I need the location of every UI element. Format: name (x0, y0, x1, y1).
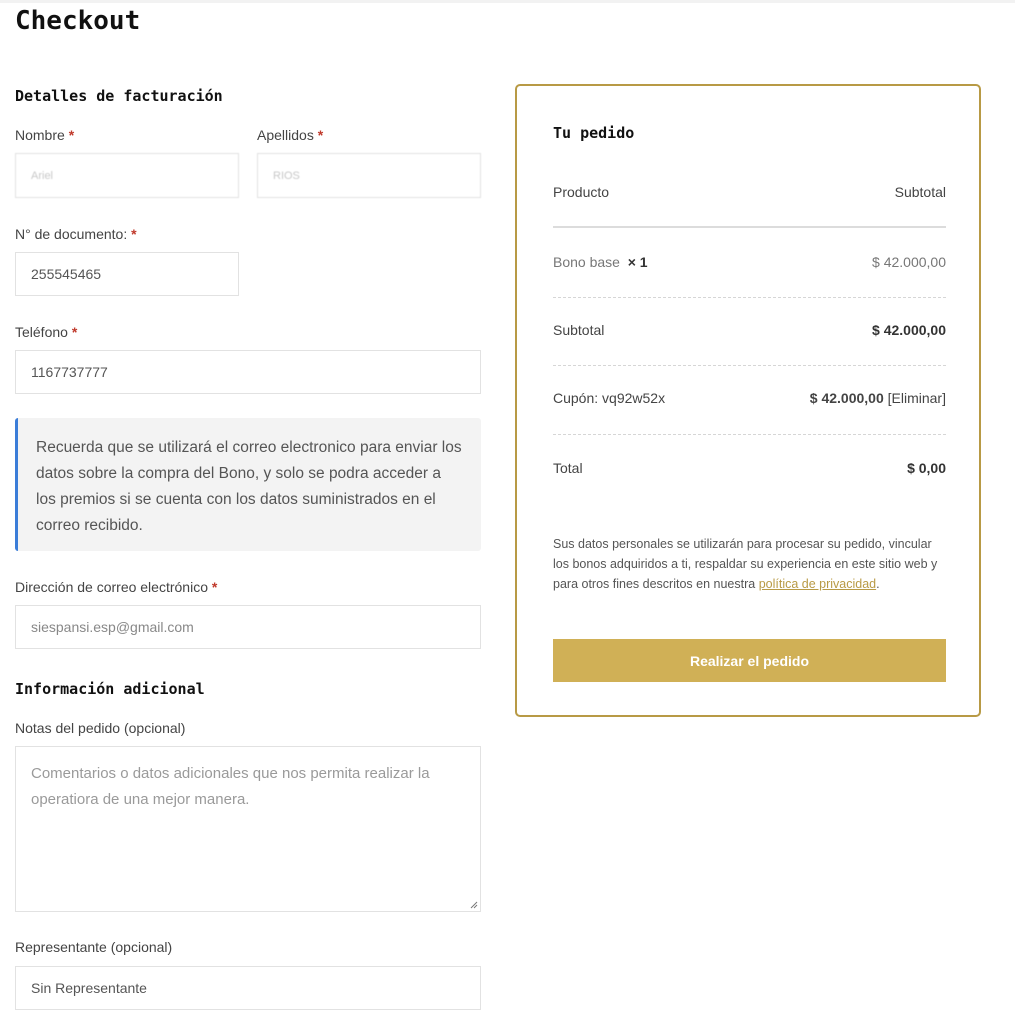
page-title: Checkout (15, 6, 141, 36)
order-summary (515, 84, 981, 717)
top-shade (0, 0, 1015, 3)
order-item-row (553, 254, 946, 270)
coupon-label: Cupón: vq92w52x (553, 390, 666, 406)
remove-coupon-link[interactable]: [Eliminar] (887, 390, 946, 406)
order-title: Tu pedido (553, 124, 635, 142)
subtotal-label: Subtotal (553, 322, 605, 338)
item-name: Bono base × 1 (553, 254, 648, 270)
required-mark: * (68, 127, 75, 143)
billing-section-title: Detalles de facturación (15, 87, 223, 105)
coupon-divider (553, 434, 946, 435)
subtotal-divider (553, 365, 946, 366)
required-mark: * (131, 226, 137, 242)
document-input[interactable]: 255545465 (15, 252, 239, 296)
first-name-label: Nombre * (15, 127, 75, 143)
privacy-policy-link[interactable]: política de privacidad (758, 577, 877, 591)
phone-input[interactable]: 1167737777 (15, 350, 481, 394)
coupon-row (553, 390, 946, 406)
item-divider (553, 297, 946, 298)
subtotal-value: $ 42.000,00 (872, 322, 946, 338)
col-product: Producto (553, 184, 610, 200)
last-name-input[interactable]: RIOS (257, 153, 481, 198)
total-value: $ 0,00 (907, 460, 946, 476)
last-name-label: Apellidos * (257, 127, 324, 143)
email-notice: Recuerda que se utilizará el correo electronico para enviar los datos sobre la compra del Bono, y solo se podra acceder a los premios si se cuenta con los datos suministrados en el correo recibido. (15, 418, 481, 551)
email-label: Dirección de correo electrónico * (15, 579, 218, 595)
subtotal-row (553, 322, 946, 338)
col-subtotal: Subtotal (894, 184, 946, 200)
required-mark: * (211, 579, 218, 595)
item-qty: × 1 (627, 254, 648, 270)
first-name-input[interactable]: Ariel (15, 153, 239, 198)
email-input[interactable]: siespansi.esp@gmail.com (15, 605, 481, 649)
header-divider (553, 226, 946, 228)
place-order-button[interactable]: Realizar el pedido (553, 639, 946, 682)
coupon-value: $ 42.000,00 (809, 390, 884, 406)
resize-handle-icon[interactable] (470, 901, 478, 909)
coupon-amount (810, 390, 946, 406)
phone-label: Teléfono * (15, 324, 78, 340)
order-header-row (553, 184, 946, 200)
representative-label: Representante (opcional) (15, 939, 173, 955)
required-mark: * (71, 324, 78, 340)
representative-select[interactable]: Sin Representante (15, 966, 481, 1010)
order-notes-textarea[interactable]: Comentarios o datos adicionales que nos permita realizar la operatiora de una mejor manera. (15, 746, 481, 912)
document-label: N° de documento: * (15, 226, 137, 242)
additional-section-title: Información adicional (15, 680, 205, 698)
required-mark: * (317, 127, 324, 143)
notes-label: Notas del pedido (opcional) (15, 720, 186, 736)
total-label: Total (553, 460, 583, 476)
total-row (553, 460, 946, 476)
privacy-notice: Sus datos personales se utilizarán para procesar su pedido, vincular los bonos adquiridos a ti, respaldar su experiencia en este sitio web y para otros fines descritos en nuestra política de privacidad. (553, 537, 938, 591)
item-price: $ 42.000,00 (872, 254, 946, 270)
